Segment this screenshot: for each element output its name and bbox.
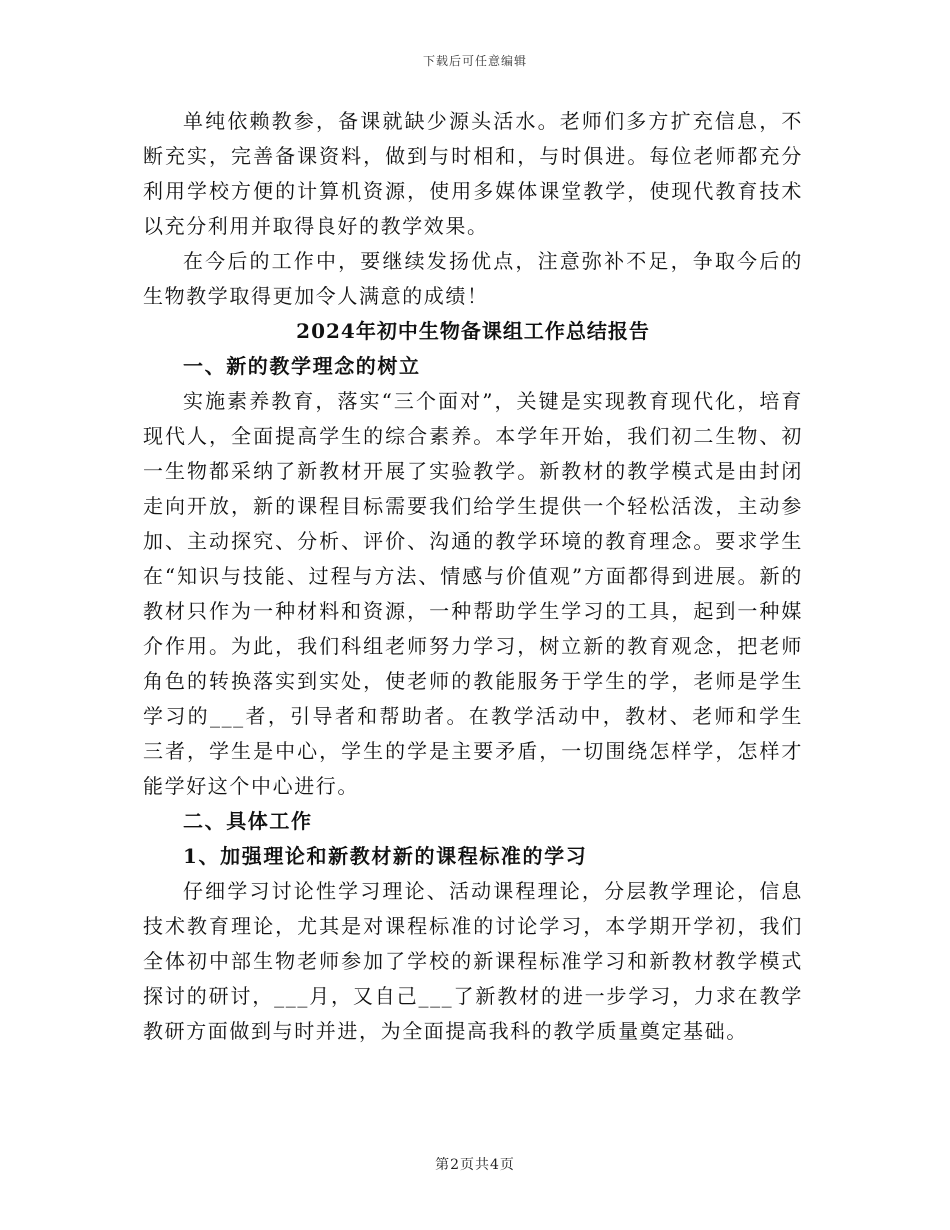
section-2-heading: 二、具体工作 xyxy=(183,809,313,833)
subsection-1-heading: 1、加强理论和新教材新的课程标准的学习 xyxy=(183,844,588,868)
page-number: 第2页共4页 xyxy=(435,1157,515,1173)
section-1-heading: 一、新的教学理念的树立 xyxy=(183,354,421,378)
paragraph-4: 仔细学习讨论性学习理论、活动课程理论，分层教学理论，信息技术教育理论，尤其是对课程标准的讨论学习，本学期开学初，我们全体初中部生物老师参加了学校的新课程标准学习和新教材教学模式探讨的研讨，___月，又自己___了新教材的进一步学习，力求在教学教研方面做到与时并进，为全面提高我科的教学质量奠定基础。 xyxy=(143,879,803,1043)
paragraph-2: 在今后的工作中，要继续发扬优点，注意弥补不足，争取今后的生物教学取得更加令人满意的成绩！ xyxy=(143,249,803,308)
paragraph-3: 实施素养教育，落实“三个面对”，关键是实现教育现代化，培育现代人，全面提高学生的综合素养。本学年开始，我们初二生物、初一生物都采纳了新教材开展了实验教学。新教材的教学模式是由封闭走向开放，新的课程目标需要我们给学生提供一个轻松活泼，主动参加、主动探究、分析、评价、沟通的教学环境的教育理念。要求学生在“知识与技能、过程与方法、情感与价值观”方面都得到进展。新的教材只作为一种材料和资源，一种帮助学生学习的工具，起到一种媒介作用。为此，我们科组老师努力学习，树立新的教育观念，把老师角色的转换落实到实处，使老师的教能服务于学生的学，老师是学生学习的___者，引导者和帮助者。在教学活动中，教材、老师和学生三者，学生是中心，学生的学是主要矛盾，一切围绕怎样学，怎样才能学好这个中心进行。 xyxy=(143,389,803,798)
paragraph-1: 单纯依赖教参，备课就缺少源头活水。老师们多方扩充信息，不断充实，完善备课资料，做到与时相和，与时俱进。每位老师都充分利用学校方便的计算机资源，使用多媒体课堂教学，使现代教育技术以充分利用并取得良好的教学效果。 xyxy=(143,109,803,238)
page-header-note: 下载后可任意编辑 xyxy=(422,54,527,68)
document-title: 2024年初中生物备课组工作总结报告 xyxy=(296,319,650,343)
document-body xyxy=(143,104,803,1049)
